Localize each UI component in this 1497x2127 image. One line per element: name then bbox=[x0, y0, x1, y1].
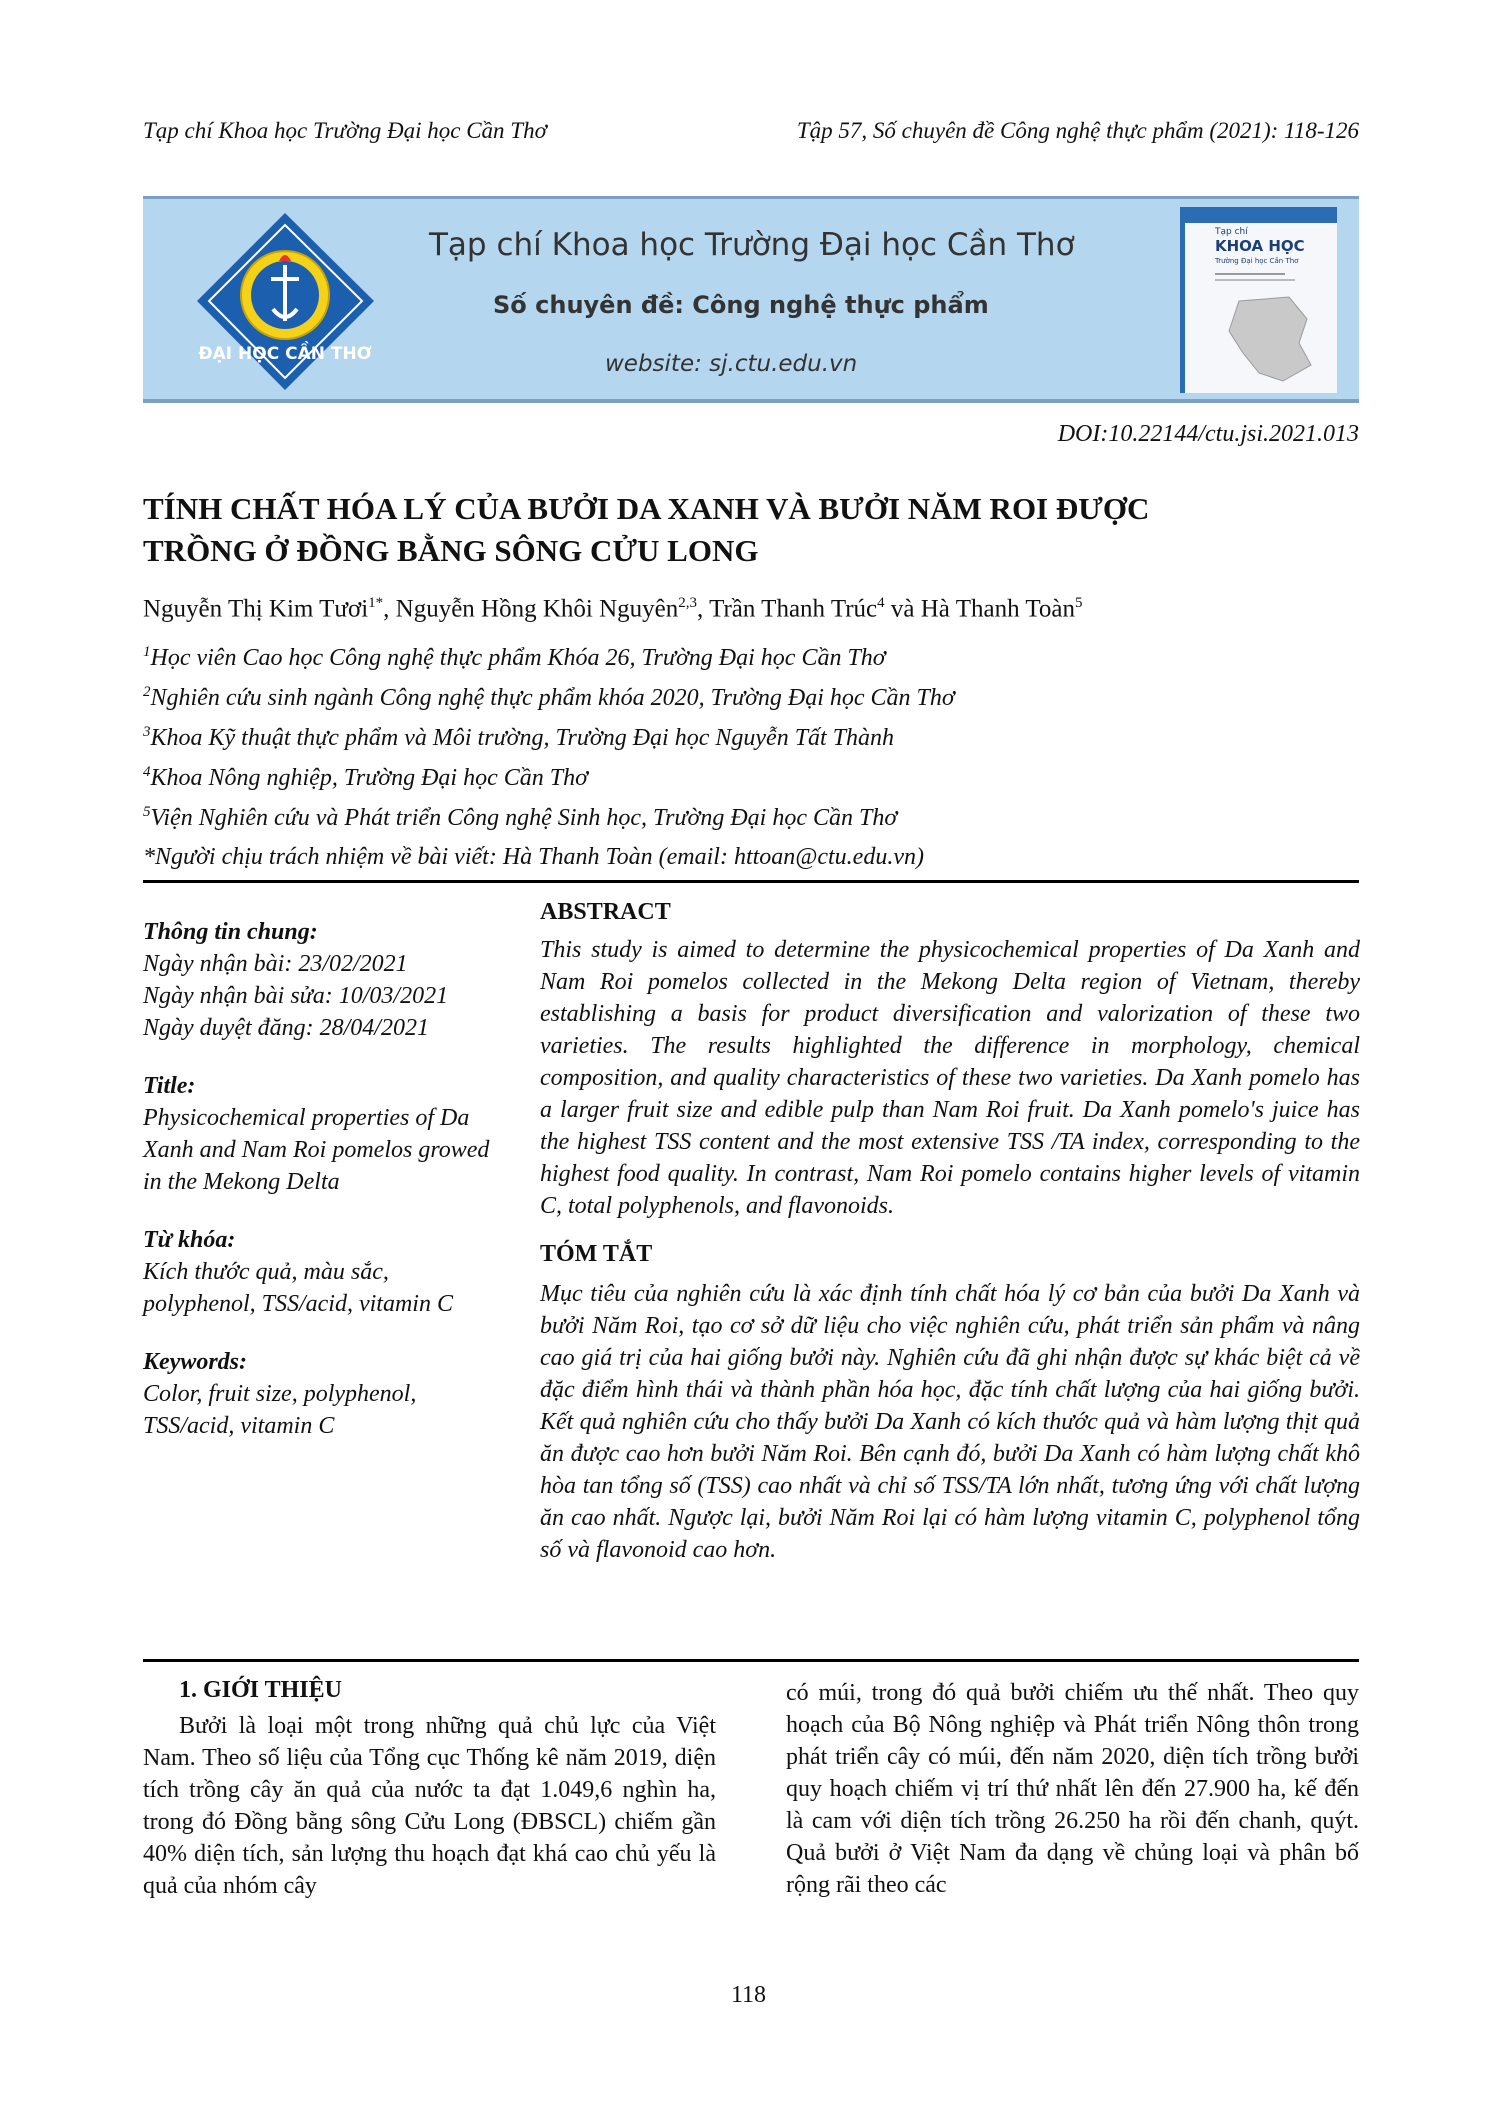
keywords-en-heading: Keywords: bbox=[143, 1349, 247, 1375]
affiliation-text: Viện Nghiên cứu và Phát triển Công nghệ Sinh học, Trường Đại học Cần Thơ bbox=[150, 805, 898, 831]
corresponding-author: *Người chịu trách nhiệm về bài viết: Hà Thanh Toàn (email: httoan@ctu.edu.vn) bbox=[143, 844, 924, 870]
article-title-line-2: TRỒNG Ở ĐỒNG BẰNG SÔNG CỬU LONG bbox=[143, 533, 759, 568]
banner-title: Tạp chí Khoa học Trường Đại học Cần Thơ bbox=[429, 227, 1075, 263]
author-2: , Nguyễn Hồng Khôi Nguyên bbox=[383, 595, 679, 623]
intro-heading: 1. GIỚI THIỆU bbox=[179, 1677, 342, 1703]
affiliation-text: Nghiên cứu sinh ngành Công nghệ thực phẩm khóa 2020, Trường Đại học Cần Thơ bbox=[150, 685, 955, 711]
affiliation-1 bbox=[143, 644, 886, 672]
article-title-line-1: TÍNH CHẤT HÓA LÝ CỦA BƯỞI DA XANH VÀ BƯỞI NĂM ROI ĐƯỢC bbox=[143, 491, 1150, 526]
tomtat-text: Mục tiêu của nghiên cứu là xác định tính chất hóa lý cơ bản của bưởi Da Xanh và bưởi Năm Roi, tạo cơ sở dữ liệu cho việc nghiên cứu, phát triển sản phẩm và nâng cao giá trị của hai giống bưởi này. Nghiên cứu đã ghi nhận được sự khác biệt cả về đặc điểm hình thái và thành phần hóa học, đặc tính chất lượng của hai giống bưởi. Kết quả nghiên cứu cho thấy bưởi Da Xanh có kích thước quả và hàm lượng thịt quả ăn được cao hơn bưởi Năm Roi. Bên cạnh đó, bưởi Da Xanh có hàm lượng chất khô hòa tan tổng số (TSS) cao nhất và chỉ số TSS/TA lớn nhất, tương ứng với chất lượng ăn cao nhất. Ngược lại, bưởi Năm Roi lại có hàm lượng vitamin C, polyphenol tổng số và flavonoid cao hơn. bbox=[540, 1281, 1360, 1563]
affiliation-text: Khoa Kỹ thuật thực phẩm và Môi trường, Trường Đại học Nguyễn Tất Thành bbox=[150, 725, 895, 751]
author-1: Nguyễn Thị Kim Tươi bbox=[143, 595, 369, 623]
cover-title: KHOA HỌC bbox=[1215, 237, 1305, 255]
doi: DOI:10.22144/ctu.jsi.2021.013 bbox=[1057, 421, 1359, 447]
author-2-affiliation: 2,3 bbox=[678, 595, 698, 611]
bottom-divider bbox=[143, 1659, 1359, 1662]
journal-header-left: Tạp chí Khoa học Trường Đại học Cần Thơ bbox=[143, 118, 547, 143]
english-title: Physicochemical properties of Da Xanh and Nam Roi pomelos growed in the Mekong Delta bbox=[143, 1105, 490, 1195]
intro-left-column bbox=[143, 1677, 716, 1902]
logo-text: ĐẠI HỌC CẦN THƠ bbox=[198, 344, 372, 364]
affiliation-2 bbox=[143, 684, 955, 712]
affiliation-3 bbox=[143, 724, 894, 752]
received-date: Ngày nhận bài: 23/02/2021 bbox=[143, 951, 408, 977]
affiliation-text: Học viên Cao học Công nghệ thực phẩm Khóa 26, Trường Đại học Cần Thơ bbox=[150, 645, 886, 671]
cover-title-small: Tạp chí bbox=[1215, 227, 1248, 237]
abstract-text: This study is aimed to determine the physicochemical properties of Da Xanh and Nam Roi pomelos collected in the Mekong Delta region of Vietnam, thereby establishing a basis for product diversification and valorization of these two varieties. The results highlighted the difference in morphology, chemical composition, and quality characteristics of these two varieties. Da Xanh pomelo has a larger fruit size and edible pulp than Nam Roi fruit. Da Xanh pomelo's juice has the highest TSS content and the most extensive TSS /TA index, corresponding to the highest food quality. In contrast, Nam Roi pomelo contains higher levels of vitamin C, total polyphenols, and flavonoids. bbox=[540, 937, 1360, 1219]
journal-cover-thumbnail bbox=[1180, 207, 1337, 393]
affiliation-number: 4 bbox=[143, 764, 151, 780]
abstract-section bbox=[540, 896, 1360, 1566]
affiliation-5 bbox=[143, 804, 897, 832]
affiliation-text: Khoa Nông nghiệp, Trường Đại học Cần Thơ bbox=[150, 765, 588, 791]
banner-website: website: sj.ctu.edu.vn bbox=[605, 351, 858, 377]
author-3: , Trần Thanh Trúc bbox=[697, 595, 878, 623]
keywords-en: Color, fruit size, polyphenol, TSS/acid, vitamin C bbox=[143, 1381, 417, 1439]
journal-banner bbox=[143, 196, 1359, 403]
article-info-sidebar bbox=[143, 916, 503, 1442]
affiliation-number: 2 bbox=[143, 684, 151, 700]
map-icon bbox=[1219, 293, 1319, 385]
abstract-heading: ABSTRACT bbox=[540, 899, 671, 925]
author-4-affiliation: 5 bbox=[1075, 595, 1083, 611]
affiliation-number: 3 bbox=[143, 724, 151, 740]
info-heading: Thông tin chung: bbox=[143, 919, 318, 945]
journal-header-right: Tập 57, Số chuyên đề Công nghệ thực phẩm (2021): 118-126 bbox=[796, 118, 1359, 143]
author-4: và Hà Thanh Toàn bbox=[884, 595, 1075, 623]
affiliation-number: 1 bbox=[143, 644, 151, 660]
tomtat-heading: TÓM TẮT bbox=[540, 1241, 653, 1267]
university-logo bbox=[193, 209, 378, 394]
article-title bbox=[143, 488, 1323, 572]
cover-subtitle: Trường Đại học Cần Thơ bbox=[1215, 257, 1299, 265]
title-heading: Title: bbox=[143, 1073, 196, 1099]
affiliation-4 bbox=[143, 764, 588, 792]
keywords-vi-heading: Từ khóa: bbox=[143, 1227, 236, 1253]
accepted-date: Ngày duyệt đăng: 28/04/2021 bbox=[143, 1015, 429, 1041]
intro-paragraph-right: có múi, trong đó quả bưởi chiếm ưu thế nhất. Theo quy hoạch của Bộ Nông nghiệp và Phát triển Nông thôn trong phát triển cây có múi, đến năm 2020, diện tích trồng bưởi quy hoạch chiếm vị trí thứ nhất lên đến 27.900 ha, kế đến là cam với diện tích trồng 26.250 ha rồi đến chanh, quýt. Quả bưởi ở Việt Nam đa dạng về chủng loại và phân bố rộng rãi theo các bbox=[786, 1680, 1359, 1898]
author-1-affiliation: 1* bbox=[368, 595, 384, 611]
top-divider bbox=[143, 880, 1359, 883]
page-number: 118 bbox=[730, 1982, 767, 2008]
keywords-vi: Kích thước quả, màu sắc, polyphenol, TSS/acid, vitamin C bbox=[143, 1259, 453, 1317]
intro-paragraph-left: Bưởi là loại một trong những quả chủ lực của Việt Nam. Theo số liệu của Tổng cục Thống kê năm 2019, diện tích trồng cây ăn quả của nước ta đạt 1.049,6 nghìn ha, trong đó Đồng bằng sông Cửu Long (ĐBSCL) chiếm gần 40% diện tích, sản lượng thu hoạch đạt khá cao chủ yếu là quả của nhóm cây bbox=[143, 1713, 716, 1899]
author-3-affiliation: 4 bbox=[877, 595, 885, 611]
author-list bbox=[143, 595, 1083, 623]
revised-date: Ngày nhận bài sửa: 10/03/2021 bbox=[143, 983, 449, 1009]
banner-subtitle: Số chuyên đề: Công nghệ thực phẩm bbox=[493, 291, 989, 319]
affiliation-number: 5 bbox=[143, 804, 151, 820]
